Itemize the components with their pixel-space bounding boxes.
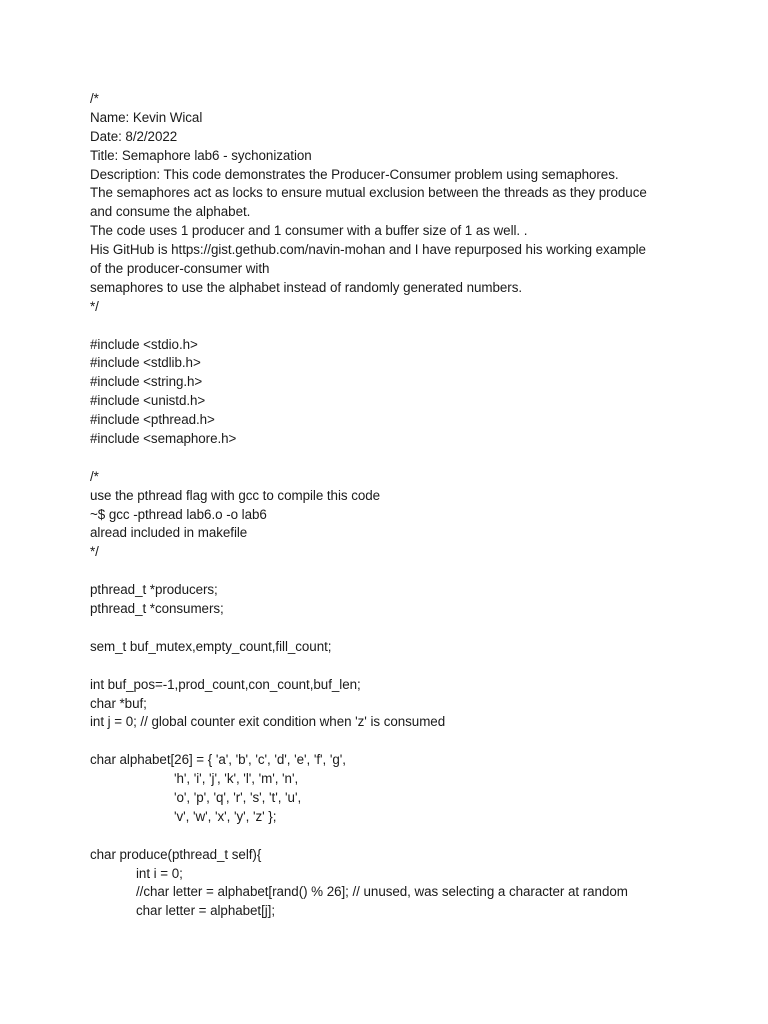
alphabet-array-line: 'v', 'w', 'x', 'y', 'z' }; xyxy=(174,808,277,824)
blank-line xyxy=(90,827,690,846)
blank-line xyxy=(90,732,690,751)
description-line: The code uses 1 producer and 1 consumer with a buffer size of 1 as well. . xyxy=(90,223,528,239)
semaphore-declaration: sem_t buf_mutex,empty_count,fill_count; xyxy=(90,638,332,654)
document-page xyxy=(90,90,690,921)
function-body-line: char letter = alphabet[j]; xyxy=(136,903,276,919)
include-line: #include <stdlib.h> xyxy=(90,355,201,371)
thread-declaration: pthread_t *producers; xyxy=(90,582,218,598)
function-body-line: //char letter = alphabet[rand() % 26]; // unused, was selecting a character at random xyxy=(136,884,628,900)
include-line: #include <pthread.h> xyxy=(90,412,215,428)
alphabet-array-line: 'h', 'i', 'j', 'k', 'l', 'm', 'n', xyxy=(174,771,299,787)
include-line: #include <string.h> xyxy=(90,374,203,390)
include-line: #include <unistd.h> xyxy=(90,393,206,409)
thread-declaration: pthread_t *consumers; xyxy=(90,601,224,617)
blank-line xyxy=(90,562,690,581)
alphabet-array-line: 'o', 'p', 'q', 'r', 's', 't', 'u', xyxy=(174,789,302,805)
global-declaration: char *buf; xyxy=(90,695,147,711)
blank-line xyxy=(90,657,690,676)
description-line: Description: This code demonstrates the Producer-Consumer problem using semaphores. xyxy=(90,166,619,182)
blank-line xyxy=(90,317,690,336)
global-declaration: int j = 0; // global counter exit condition when 'z' is consumed xyxy=(90,714,446,730)
comment-close: */ xyxy=(90,544,99,560)
comment-open: /* xyxy=(90,468,99,484)
include-line: #include <stdio.h> xyxy=(90,336,198,352)
description-line: of the producer-consumer with xyxy=(90,261,270,277)
compile-command: ~$ gcc -pthread lab6.o -o lab6 xyxy=(90,506,267,522)
comment-close: */ xyxy=(90,298,99,314)
global-declaration: int buf_pos=-1,prod_count,con_count,buf_len; xyxy=(90,676,361,692)
document-date: Date: 8/2/2022 xyxy=(90,128,178,144)
function-signature: char produce(pthread_t self){ xyxy=(90,846,262,862)
blank-line xyxy=(90,619,690,638)
blank-line xyxy=(90,449,690,468)
compile-note: use the pthread flag with gcc to compile this code xyxy=(90,487,381,503)
description-line: His GitHub is https://gist.gethub.com/navin-mohan and I have repurposed his working example xyxy=(90,242,646,258)
description-line: semaphores to use the alphabet instead of randomly generated numbers. xyxy=(90,279,523,295)
document-title: Title: Semaphore lab6 - sychonization xyxy=(90,147,312,163)
include-line: #include <semaphore.h> xyxy=(90,431,237,447)
description-line: and consume the alphabet. xyxy=(90,204,251,220)
alphabet-array-line: char alphabet[26] = { 'a', 'b', 'c', 'd', 'e', 'f', 'g', xyxy=(90,752,346,768)
description-line: The semaphores act as locks to ensure mutual exclusion between the threads as they produce xyxy=(90,185,647,201)
comment-open: /* xyxy=(90,91,99,106)
function-body-line: int i = 0; xyxy=(136,865,183,881)
compile-note: alread included in makefile xyxy=(90,525,248,541)
author-name: Name: Kevin Wical xyxy=(90,109,203,125)
